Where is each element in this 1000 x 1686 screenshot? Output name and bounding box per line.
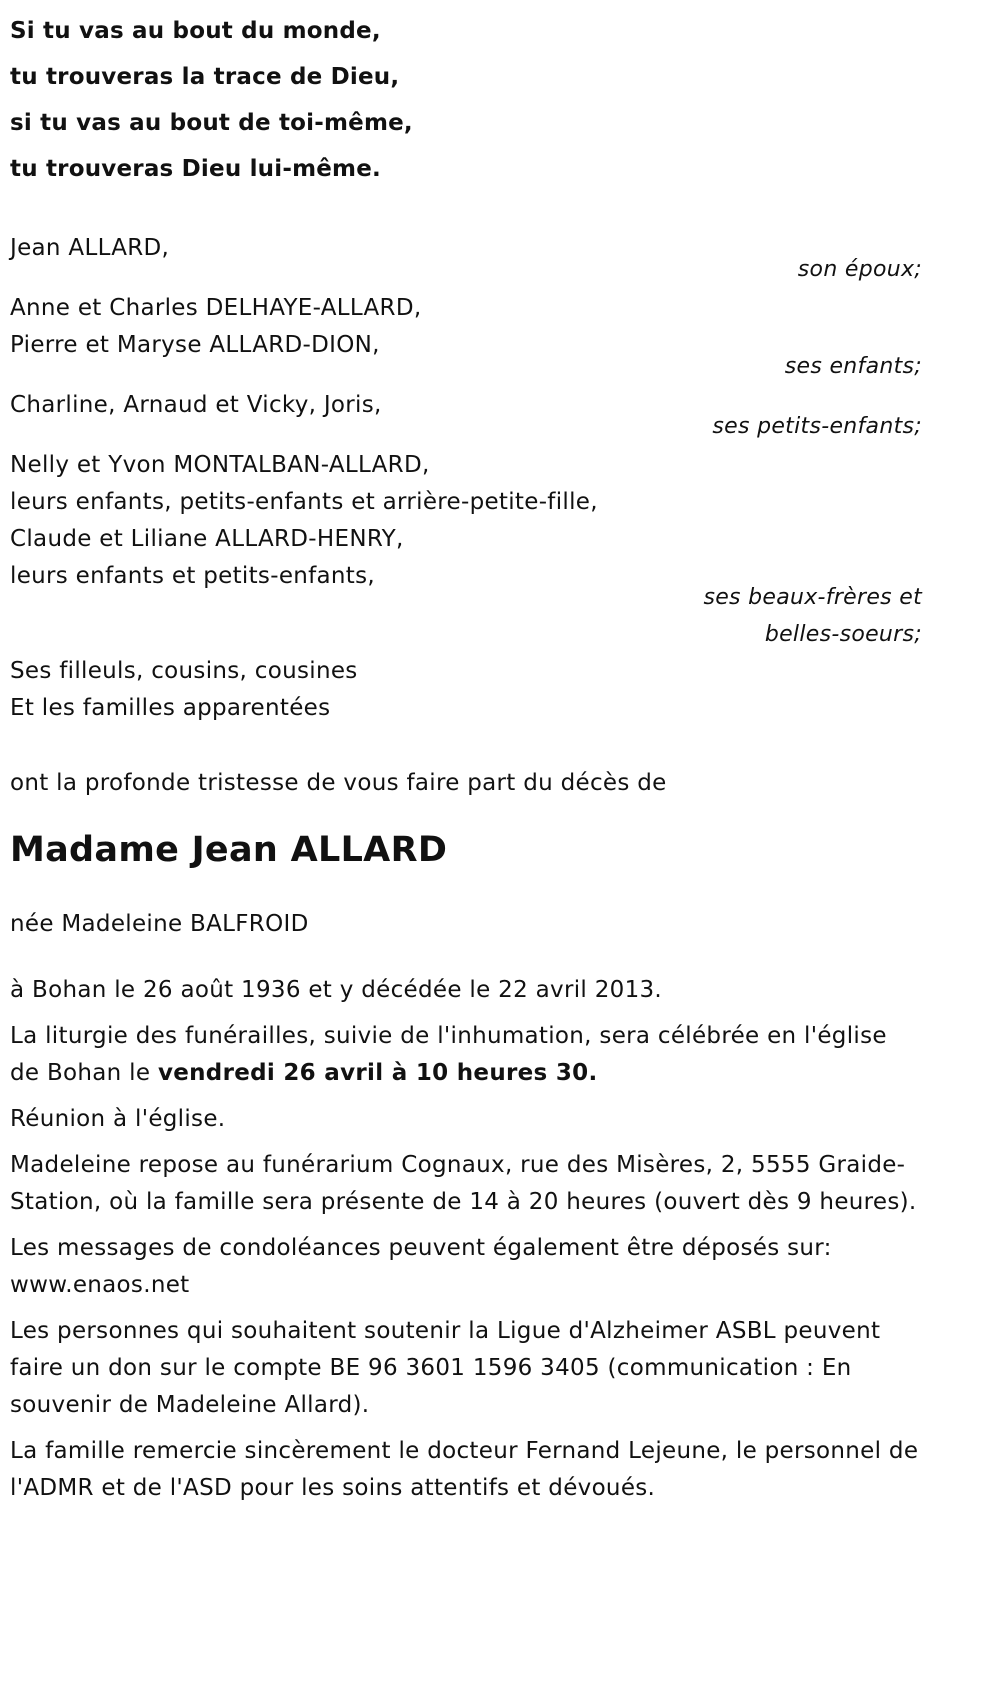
family-role: ses enfants; [784,354,922,379]
meeting-paragraph: Réunion à l'église. [10,1106,226,1132]
family-name-line: Anne et Charles DELHAYE-ALLARD, [10,295,422,321]
poem-line: tu trouveras la trace de Dieu, [10,64,400,90]
family-group-extended [10,653,922,727]
family-role: ses beaux-frères et [703,585,922,610]
family-group-children [10,290,922,385]
family-role: son époux; [797,257,922,282]
birth-death-dates: à Bohan le 26 août 1936 et y décédée le 22 avril 2013. [10,977,663,1003]
family-name-line: leurs enfants, petits-enfants et arrière-petite-fille, [10,489,598,515]
family-name-line: Charline, Arnaud et Vicky, Joris, [10,392,382,418]
opening-poem [10,8,922,192]
condolences-paragraph [10,1230,922,1304]
family-name-line: Ses filleuls, cousins, cousines [10,658,358,684]
condolences-link[interactable]: www.enaos.net [10,1272,190,1298]
maiden-name: née Madeleine BALFROID [10,911,309,937]
funerarium-paragraph: Madeleine repose au funérarium Cognaux, rue des Misères, 2, 5555 Graide-Station, où la famille sera présente de 14 à 20 heures (ouvert dès 9 heures). [10,1152,917,1215]
donation-paragraph: Les personnes qui souhaitent soutenir la Ligue d'Alzheimer ASBL peuvent faire un don sur le compte BE 96 3601 1596 3405 (communication : En souvenir de Madeleine Allard). [10,1318,881,1418]
obituary-notice [10,0,922,1516]
family-group-spouse [10,230,922,288]
family-name-line: Pierre et Maryse ALLARD-DION, [10,332,380,358]
family-group-in-laws [10,447,922,653]
liturgy-text: La liturgie des funérailles, suivie de l'inhumation, sera célébrée en l'église de Bohan le [10,1023,887,1086]
family-name-line: leurs enfants et petits-enfants, [10,563,376,589]
family-name-line: Jean ALLARD, [10,235,170,261]
thanks-paragraph: La famille remercie sincèrement le docteur Fernand Lejeune, le personnel de l'ADMR et de l'ASD pour les soins attentifs et dévoués. [10,1438,919,1501]
condolences-text: Les messages de condoléances peuvent également être déposés sur: [10,1235,832,1261]
family-name-line: Et les familles apparentées [10,695,331,721]
liturgy-datetime: vendredi 26 avril à 10 heures 30. [157,1060,598,1086]
poem-line: si tu vas au bout de toi-même, [10,110,413,136]
liturgy-paragraph [10,1018,922,1092]
family-role: belles-soeurs; [764,622,922,647]
family-group-grandchildren [10,387,922,445]
family-name-line: Claude et Liliane ALLARD-HENRY, [10,526,404,552]
family-role: ses petits-enfants; [712,414,922,439]
deceased-name: Madame Jean ALLARD [10,830,448,870]
poem-line: tu trouveras Dieu lui-même. [10,156,381,182]
family-name-line: Nelly et Yvon MONTALBAN-ALLARD, [10,452,430,478]
poem-line: Si tu vas au bout du monde, [10,18,381,44]
announcement-text: ont la profonde tristesse de vous faire part du décès de [10,770,667,796]
